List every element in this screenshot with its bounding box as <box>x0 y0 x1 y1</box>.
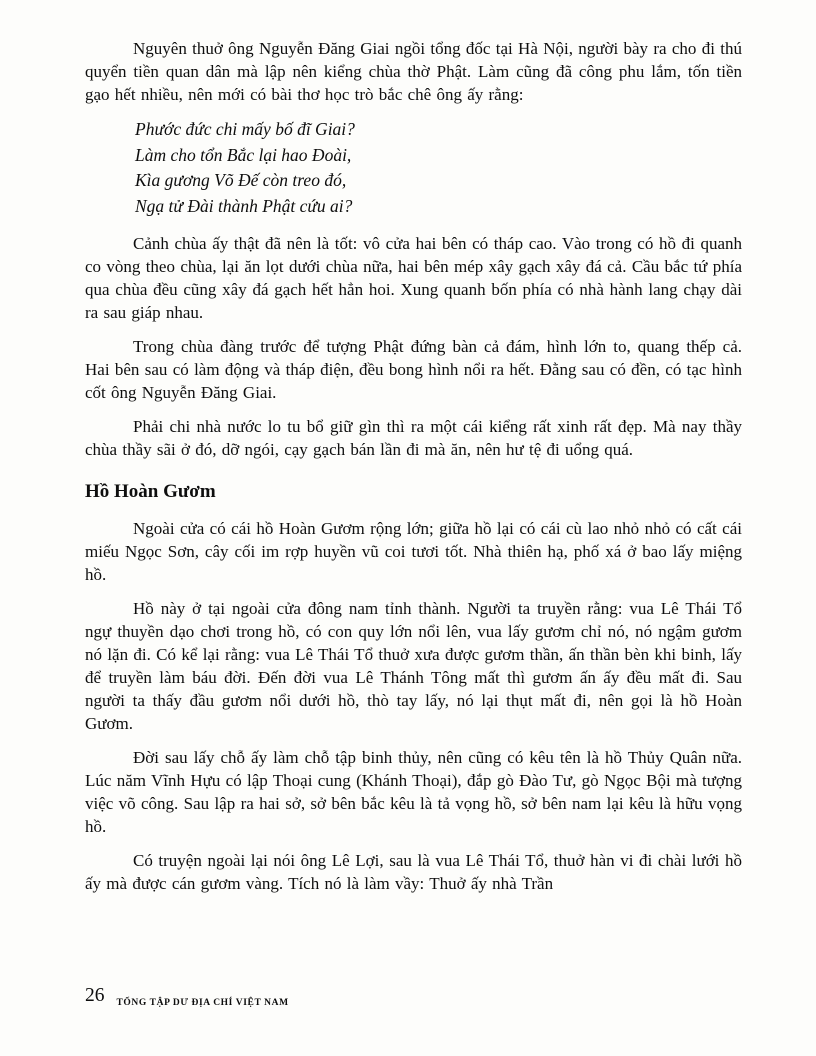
paragraph-ho-nay: Hồ này ở tại ngoài cửa đông nam tỉnh thành. Người ta truyền rằng: vua Lê Thái Tổ ngự thuyền dạo chơi trong hồ, có con quy lớn nổi lên, vua lấy gươm chỉ nó, nó ngậm gươm nó lặn đi. Có kể lại rằng: vua Lê Thái Tổ thuở xưa được gươm thần, ấn thần bèn khi binh, lấy để truyền làm báu đời. Đến đời vua Lê Thánh Tông mất thì gươm ấn ấy đều mất đi. Sau người ta thấy đầu gươm nổi dưới hồ, thò tay lấy, nó lại thụt mất đi, nên gọi là hồ Hoàn Gươm. <box>85 599 742 733</box>
paragraph-phai-chi: Phải chi nhà nước lo tu bổ giữ gìn thì ra một cái kiểng rất xinh rất đẹp. Mà nay thầy chùa thầy sãi ở đó, dỡ ngói, cạy gạch bán lần đi mà ăn, nên hư tệ đi uổng quá. <box>85 417 742 459</box>
paragraph-trong-chua: Trong chùa đàng trước để tượng Phật đứng bàn cả đám, hình lớn to, quang thếp cả. Hai bên sau có làm động và tháp điện, đều bong hình nổi ra hết. Đằng sau có đền, có tạc hình cốt ông Nguyễn Đăng Giai. <box>85 337 742 402</box>
poem-line-1: Phước đức chi mấy bố đĩ Giai? <box>135 119 355 139</box>
poem-line-2: Làm cho tổn Bắc lại hao Đoài, <box>135 144 352 165</box>
section-heading-ho-hoan-guom: Hồ Hoàn Gươm <box>85 481 216 502</box>
paragraph-canh-chua: Cảnh chùa ấy thật đã nên là tốt: vô cửa hai bên có tháp cao. Vào trong có hồ đi quanh co vòng theo chùa, lại ăn lọt dưới chùa nữa, hai bên mép xây gạch xây đá cả. Cầu bắc tứ phía qua chùa đều cũng xây đá gạch hết hẳn hoi. Xung quanh bốn phía có nhà hành lang chạy dài ra sau giáp nhau. <box>85 234 742 322</box>
paragraph-nguyen-dang-giai: Nguyên thuở ông Nguyễn Đăng Giai ngồi tổng đốc tại Hà Nội, người bày ra cho đi thú quyển tiền quan dân mà lập nên kiểng chùa thờ Phật. Làm cũng đã công phu lắm, tốn tiền gạo hết nhiều, nên mới có bài thơ học trò bắc chê ông ấy rằng: <box>85 39 742 104</box>
paragraph-doi-sau: Đời sau lấy chỗ ấy làm chỗ tập binh thủy, nên cũng có kêu tên là hồ Thủy Quân nữa. Lúc năm Vĩnh Hựu có lập Thoại cung (Khánh Thoại), đắp gò Đào Tư, gò Ngọc Bội mà tượng việc võ công. Sau lập ra hai sở, sở bên bắc kêu là tả vọng hồ, sở bên nam lại kêu là hữu vọng hồ. <box>85 748 742 836</box>
paragraph-co-truyen: Có truyện ngoài lại nói ông Lê Lợi, sau là vua Lê Thái Tổ, thuở hàn vi đi chài lưới hồ ấy mà được cán gươm vàng. Tích nó là làm vầy: Thuở ấy nhà Trần <box>85 851 742 893</box>
paragraph-ngoai-cua: Ngoài cửa có cái hồ Hoàn Gươm rộng lớn; giữa hồ lại có cái cù lao nhỏ nhỏ có cất cái miếu Ngọc Sơn, cây cối im rợp huyền vũ coi tươi tốt. Nhà thiên hạ, phố xá ở bao lấy miệng hồ. <box>85 519 742 584</box>
page-number: 26 <box>85 985 105 1006</box>
page-body <box>85 37 742 906</box>
running-title: TỔNG TẬP DƯ ĐỊA CHÍ VIỆT NAM <box>116 998 289 1008</box>
poem-line-4: Ngạ tử Đài thành Phật cứu ai? <box>135 195 353 216</box>
page-footer <box>85 986 289 1006</box>
poem-block <box>135 117 742 219</box>
poem-line-3: Kìa gương Võ Đế còn treo đó, <box>135 170 347 190</box>
